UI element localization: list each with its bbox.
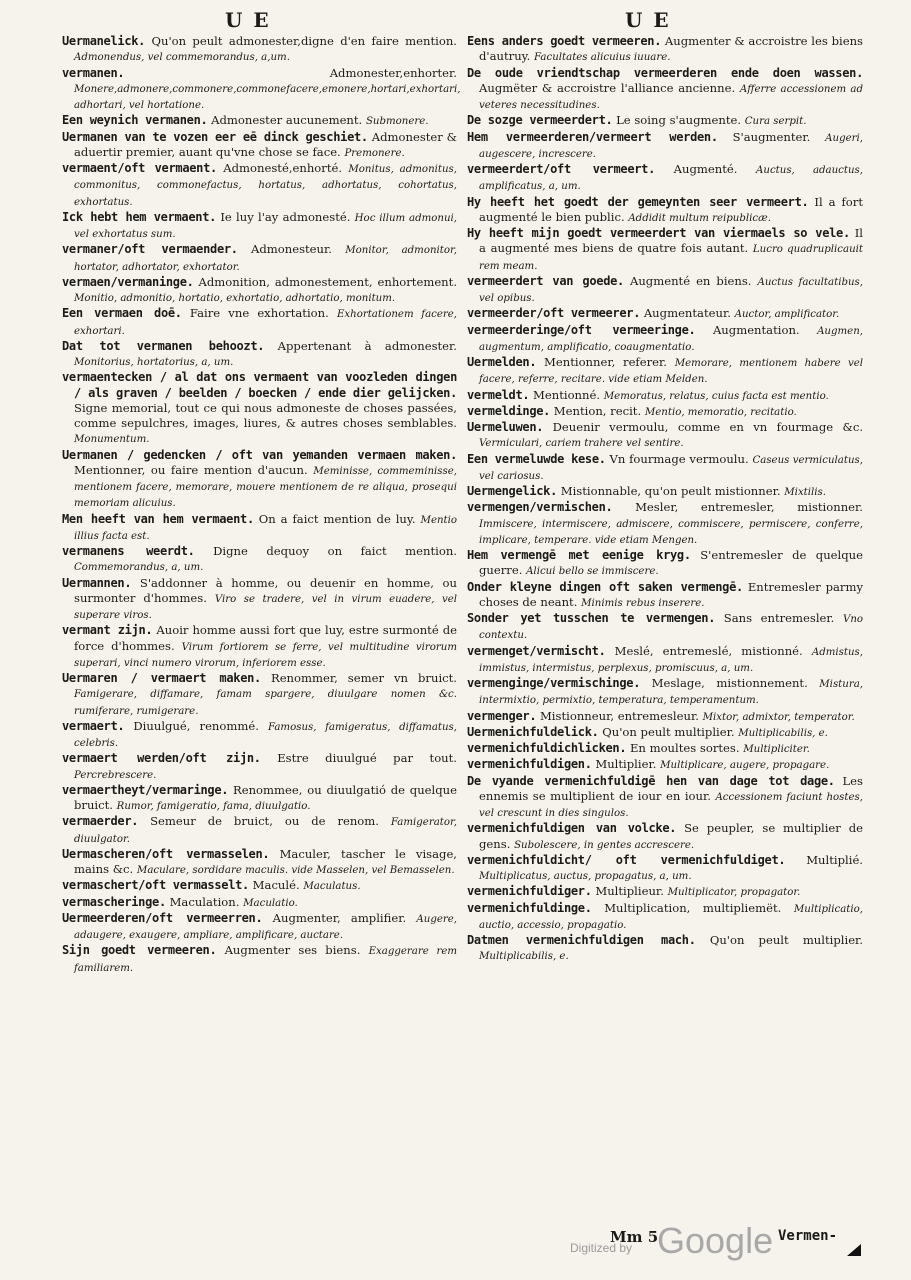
entry-headword: Sonder yet tusschen te vermengen. xyxy=(467,611,716,625)
dictionary-entry xyxy=(62,306,457,339)
entry-headword: Sijn goedt vermeeren. xyxy=(62,943,217,958)
entry-french: Admonesté,enhorté. xyxy=(223,161,343,175)
entry-french: Le soing s'augmente. xyxy=(616,113,742,128)
catchword: Vermen- xyxy=(778,1228,838,1244)
dictionary-entry xyxy=(62,339,457,371)
entry-french: Renommee, ou diuulgatió de quelque bruict. xyxy=(74,782,457,812)
entry-headword: Hem vermeerderen/vermeert werden. xyxy=(467,129,718,144)
dictionary-entry xyxy=(467,388,863,404)
running-header xyxy=(0,8,911,34)
entry-headword: vermaerder. xyxy=(62,814,139,829)
dictionary-entry xyxy=(62,242,457,275)
dictionary-entry xyxy=(62,576,457,624)
entry-french: Estre diuulgué par tout. xyxy=(277,751,457,766)
entry-french: Semeur de bruict, ou de renom. xyxy=(150,814,379,829)
dictionary-entry xyxy=(467,884,863,900)
entry-french: Mentionner, ou faire mention d'aucun. xyxy=(74,462,308,477)
entry-french: Entremesler parmy choses de neant. xyxy=(479,579,864,609)
entry-french: Admonesteur. xyxy=(250,242,332,257)
dictionary-entry xyxy=(467,420,863,452)
entry-headword: vermaert. xyxy=(62,718,125,733)
entry-latin: Cura serpit. xyxy=(744,116,807,128)
entry-headword: vermaentecken / al dat ons vermaent van voozleden dingen / als graven / beelden / boecken / ende dier gelijcken. xyxy=(62,370,457,400)
entry-latin: Multiplicabilis, e. xyxy=(738,727,828,739)
dictionary-entry xyxy=(62,65,461,114)
dictionary-entry xyxy=(467,676,863,709)
digitized-watermark: Digitized by xyxy=(570,1241,633,1255)
entry-french: Diuulgué, renommé. xyxy=(133,718,259,733)
entry-headword: vermenginge/vermischinge. xyxy=(467,676,641,690)
entry-headword: vermaschert/oft vermasselt. xyxy=(62,878,249,893)
entry-french: Augmentateur. xyxy=(643,306,731,321)
entry-french: Qu'on peult admonester,digne d'en faire mention. xyxy=(151,34,457,48)
entry-headword: Uermanen / gedencken / oft van yemanden vermaen maken. xyxy=(62,447,457,462)
entry-latin: Facultates alicuius iuuare. xyxy=(534,52,671,64)
entry-latin: Exhortationem facere, exhortari. xyxy=(74,309,458,337)
entry-latin: Multiplicare, augere, propagare. xyxy=(660,760,830,772)
entry-latin: Auctus facultatibus, vel opibus. xyxy=(479,276,863,304)
entry-headword: Uermascheren/oft vermasselen. xyxy=(62,846,270,861)
entry-latin: Maculare, sordidare maculis. vide Masselen, vel Bemasselen. xyxy=(136,865,455,876)
signature-mark: Mm 5 xyxy=(610,1228,659,1246)
entry-latin: Augmen, augmentum, amplificatio, coaugmentatio. xyxy=(479,325,864,353)
dictionary-entry xyxy=(62,783,457,815)
page-footer xyxy=(0,1220,911,1266)
entry-french: Mistionneur, entremesleur. xyxy=(539,708,699,723)
entry-headword: vermenichfuldinge. xyxy=(467,900,592,915)
entry-french: Maculation. xyxy=(169,894,240,909)
entry-latin: Percrebrescere. xyxy=(74,769,157,781)
entry-latin: Subolescere, in gentes accrescere. xyxy=(514,839,695,851)
dictionary-entry xyxy=(62,275,457,307)
entry-french: Multiplieur. xyxy=(595,884,664,899)
entry-latin: Caseus vermiculatus, vel cariosus. xyxy=(479,454,864,482)
entry-french: Meslé, entremeslé, mistionné. xyxy=(614,643,803,658)
entry-headword: vermenichfuldigen. xyxy=(467,757,592,772)
dictionary-entry xyxy=(467,821,863,853)
entry-french: Augmëter & accroistre l'alliance ancienne. xyxy=(479,80,736,95)
entry-latin: Multiplicatio, auctio, accessio, propagatio. xyxy=(479,903,863,931)
dictionary-entry xyxy=(467,484,863,500)
dictionary-entry xyxy=(62,34,457,66)
dictionary-entry xyxy=(62,544,457,576)
entry-headword: vermaent/oft vermaent. xyxy=(62,161,217,175)
header-left: U E xyxy=(225,8,271,32)
entry-headword: Hy heeft het goedt der gemeynten seer vermeert. xyxy=(467,194,809,209)
dictionary-entry xyxy=(467,757,863,773)
entry-french: Admonition, admonestement, enhortement. xyxy=(198,274,457,289)
dictionary-entry xyxy=(467,500,863,548)
dictionary-entry xyxy=(467,66,863,114)
dictionary-entry xyxy=(62,623,457,671)
entry-french: Il a augmenté mes biens de quatre fois autant. xyxy=(479,226,863,256)
entry-headword: Uermaren / vermaert maken. xyxy=(62,671,261,685)
dictionary-entry xyxy=(467,306,863,322)
entry-french: S'augmenter. xyxy=(732,129,811,144)
entry-latin: Monumentum. xyxy=(74,434,150,446)
dictionary-entry xyxy=(467,580,863,612)
entry-headword: Uermeluwen. xyxy=(467,420,544,434)
entry-latin: Augere, adaugere, exaugere, ampliare, amplificare, auctare. xyxy=(74,913,458,941)
dictionary-entry xyxy=(467,452,863,485)
entry-headword: Onder kleyne dingen oft saken vermengē. xyxy=(467,579,743,594)
dictionary-entry xyxy=(467,611,863,644)
left-column xyxy=(62,34,461,976)
entry-headword: vermaert werden/oft zijn. xyxy=(62,751,261,766)
entry-latin: Monere,admonere,commonere,commonefacere,emonere,hortari,exhortari, adhortari, vel hortatione. xyxy=(74,83,461,111)
entry-latin: Admonendus, vel commemorandus, a,um. xyxy=(74,52,290,64)
entry-headword: De oude vriendtschap vermeerderen ende doen wassen. xyxy=(467,65,863,80)
entry-french: Qu'on peult multiplier. xyxy=(602,724,735,739)
entry-french: Ie luy l'ay admonesté. xyxy=(220,209,351,224)
entry-latin: Mentio, memoratio, recitatio. xyxy=(644,406,797,418)
entry-french: Multiplier. xyxy=(595,757,657,772)
entry-headword: Dat tot vermanen behoozt. xyxy=(62,338,265,353)
entry-latin: Meminisse, commeminisse, mentionem facere, memorare, mouere mentionem de re aliqua, prosequi memoriam alicuius. xyxy=(74,465,457,510)
entry-headword: Uermengelick. xyxy=(467,484,558,498)
entry-french: Multiplication, multipliemët. xyxy=(604,900,782,915)
entry-french: Augmenté. xyxy=(673,162,738,176)
entry-latin: Rumor, famigeratio, fama, diuulgatio. xyxy=(116,801,311,812)
entry-latin: Mixtor, admixtor, temperator. xyxy=(702,711,855,723)
entry-french: Mentionner, referer. xyxy=(544,355,667,369)
entry-headword: De vyande vermenichfuldigē hen van dage tot dage. xyxy=(467,773,835,788)
entry-latin: Monitorius, hortatorius, a, um. xyxy=(74,357,234,368)
entry-french: Faire vne exhortation. xyxy=(189,306,329,321)
dictionary-entry xyxy=(62,943,457,976)
entry-latin: Memorare, mentionem habere vel facere, referre, recitare. vide etiam Melden. xyxy=(479,358,864,386)
dictionary-entry xyxy=(467,162,863,195)
entry-latin: Multiplicabilis, e. xyxy=(479,951,569,963)
dictionary-entry xyxy=(467,113,863,129)
dictionary-entry xyxy=(467,130,863,163)
entry-french: Auoir homme aussi fort que luy, estre surmonté de force d'hommes. xyxy=(74,623,457,653)
entry-latin: Commemorandus, a, um. xyxy=(74,562,204,574)
entry-headword: vermant zijn. xyxy=(62,623,153,638)
entry-french: Augmentation. xyxy=(712,322,800,337)
dictionary-entry xyxy=(467,644,863,677)
entry-headword: Uermelden. xyxy=(467,355,537,369)
entry-headword: vermenichfuldicht/ oft vermenichfuldiget. xyxy=(467,852,786,867)
entry-latin: Vermiculari, cariem trahere vel sentire. xyxy=(479,438,684,450)
dictionary-entry xyxy=(467,195,863,227)
entry-french: Appertenant à admonester. xyxy=(277,338,457,353)
entry-latin: Multiplicatus, auctus, propagatus, a, um. xyxy=(479,871,692,882)
entry-french: S'addonner à homme, ou deuenir en homme, ou surmonter d'hommes. xyxy=(74,575,457,605)
entry-latin: Augeri, augescere, increscere. xyxy=(479,132,864,160)
dictionary-entry xyxy=(467,355,863,388)
entry-latin: Exaggerare rem familiarem. xyxy=(74,946,458,974)
entry-french: Maculer, tascher le visage, mains &c. xyxy=(74,846,457,876)
entry-headword: Uermanen van te vozen eer eē dinck geschiet. xyxy=(62,129,368,144)
entry-headword: vermanen. xyxy=(62,65,125,80)
entry-headword: Eens anders goedt vermeeren. xyxy=(467,34,662,48)
entry-french: Admonester & aduertir premier, auant qu'vne chose se face. xyxy=(74,129,457,159)
entry-latin: Monitio, admonitio, hortatio, exhortatio, adhortatio, monitum. xyxy=(74,293,396,304)
entry-latin: Mentio illius facta est. xyxy=(74,514,458,542)
entry-french: Meslage, mistionnement. xyxy=(651,676,808,690)
entry-french: Admonester,enhorter. xyxy=(329,65,457,80)
dictionary-entry xyxy=(62,814,457,847)
dictionary-entry xyxy=(62,895,457,911)
entry-french: Renommer, semer vn bruict. xyxy=(270,671,457,685)
entry-french: Maculé. xyxy=(252,878,300,893)
dictionary-entry xyxy=(62,847,457,879)
entry-french: Digne dequoy on faict mention. xyxy=(213,544,457,558)
entry-latin: Admistus, immistus, intermistus, perplexus, promiscuus, a, um. xyxy=(479,646,864,674)
entry-headword: Datmen vermenichfuldigen mach. xyxy=(467,933,696,947)
entry-french: Augmenter & accroistre les biens d'autruy. xyxy=(479,34,863,64)
entry-french: Mesler, entremesler, mistionner. xyxy=(635,500,863,515)
dictionary-entry xyxy=(467,725,863,741)
entry-headword: Hy heeft mijn goedt vermeerdert van viermaels so vele. xyxy=(467,226,850,240)
entry-headword: vermeldinge. xyxy=(467,403,551,418)
entry-latin: Vno contextu. xyxy=(479,614,864,642)
corner-mark-icon xyxy=(847,1244,861,1256)
entry-latin: Submonere. xyxy=(365,116,429,128)
entry-french: Signe memorial, tout ce qui nous admoneste de choses passées, comme sepulchres, images, liures, & autres choses semblables. xyxy=(74,400,457,430)
entry-latin: Accessionem faciunt hostes, vel crescunt in dies singulos. xyxy=(479,791,864,819)
dictionary-entry xyxy=(467,853,863,885)
right-column xyxy=(467,34,863,965)
dictionary-entry xyxy=(62,113,457,129)
entry-headword: Een weynich vermanen. xyxy=(62,113,208,128)
dictionary-entry xyxy=(467,901,863,934)
entry-headword: vermenichfuldichlicken. xyxy=(467,741,627,755)
entry-french: Les ennemis se multiplient de iour en iour. xyxy=(479,773,863,803)
entry-headword: Een vermaen doē. xyxy=(62,306,182,321)
entry-latin: Famigerator, diuulgator. xyxy=(74,817,457,845)
entry-french: En moultes sortes. xyxy=(629,741,740,755)
dictionary-entry xyxy=(467,774,863,822)
entry-french: On a faict mention de luy. xyxy=(258,511,416,526)
entry-french: Mentionné. xyxy=(533,387,601,402)
entry-french: Mistionnable, qu'on peult mistionner. xyxy=(560,484,781,498)
entry-headword: De sozge vermeerdert. xyxy=(467,113,613,128)
dictionary-entry xyxy=(62,210,457,243)
entry-headword: Een vermeluwde kese. xyxy=(467,451,606,466)
entry-french: Se peupler, se multiplier de gens. xyxy=(479,821,864,851)
entry-latin: Addidit multum reipublicæ. xyxy=(628,212,771,224)
entry-latin: Mixtilis. xyxy=(784,487,827,498)
dictionary-entry xyxy=(467,34,863,66)
dictionary-entry xyxy=(467,933,863,965)
dictionary-entry xyxy=(467,404,863,420)
dictionary-entry xyxy=(62,448,457,512)
entry-french: Il a fort augmenté le bien public. xyxy=(479,194,863,224)
dictionary-entry xyxy=(62,751,457,783)
entry-french: Mention, recit. xyxy=(553,403,642,418)
entry-headword: vermeldt. xyxy=(467,387,530,402)
entry-latin: Auctus, adauctus, amplificatus, a, um. xyxy=(479,165,864,193)
entry-headword: vermeerdert van goede. xyxy=(467,273,624,288)
entry-french: Sans entremesler. xyxy=(723,611,835,625)
entry-headword: Ick hebt hem vermaent. xyxy=(62,209,217,224)
entry-latin: Viro se tradere, vel in virum euadere, vel superare viros. xyxy=(74,593,458,621)
entry-headword: vermaner/oft vermaender. xyxy=(62,242,238,257)
entry-headword: vermaertheyt/vermaringe. xyxy=(62,782,229,797)
entry-headword: vermaen/vermaninge. xyxy=(62,274,194,289)
dictionary-entry xyxy=(62,911,457,944)
dictionary-entry xyxy=(62,719,457,752)
dictionary-entry xyxy=(62,130,457,162)
dictionary-entry xyxy=(62,671,457,719)
entry-latin: Famosus, famigeratus, diffamatus, celebris. xyxy=(74,721,458,749)
dictionary-entry xyxy=(467,226,863,274)
entry-latin: Lucro quadruplicauit rem meam. xyxy=(479,244,863,272)
entry-headword: vermeerdert/oft vermeert. xyxy=(467,162,656,176)
entry-french: Augmenté en biens. xyxy=(629,273,752,288)
entry-latin: Multipliciter. xyxy=(743,744,810,755)
entry-french: Deuenir vermoulu, comme en vn fourmage &c. xyxy=(552,420,864,434)
entry-latin: Multiplicator, propagator. xyxy=(667,887,801,899)
entry-french: Admonester aucunement. xyxy=(211,113,363,128)
entry-latin: Immiscere, intermiscere, admiscere, commiscere, permiscere, conferre, implicare, temperare. vide etiam Mengen. xyxy=(479,518,863,546)
entry-headword: vermascheringe. xyxy=(62,894,166,909)
entry-french: S'entremesler de quelque guerre. xyxy=(479,548,863,578)
dictionary-entry xyxy=(62,878,457,894)
entry-headword: vermenget/vermischt. xyxy=(467,643,606,658)
entry-french: Qu'on peult multiplier. xyxy=(709,933,864,947)
entry-headword: Uermannen. xyxy=(62,575,132,590)
entry-latin: Monitor, admonitor, hortator, adhortator, exhortator. xyxy=(74,245,458,273)
entry-latin: Virum fortiorem se ferre, vel multitudine virorum superari, vinci numero virorum, inferiorem esse. xyxy=(74,641,457,669)
entry-headword: vermanens weerdt. xyxy=(62,544,195,558)
entry-headword: Uermenichfuldelick. xyxy=(467,724,599,739)
entry-headword: vermenichfuldigen van volcke. xyxy=(467,821,677,836)
entry-latin: Maculatio. xyxy=(243,897,298,909)
header-right: U E xyxy=(625,8,671,32)
entry-latin: Maculatus. xyxy=(303,881,361,893)
entry-latin: Hoc illum admonui, vel exhortatus sum. xyxy=(74,212,458,240)
entry-headword: Hem vermengē met eenige kryg. xyxy=(467,548,691,562)
entry-french: Augmenter ses biens. xyxy=(224,943,361,958)
entry-headword: vermeerderinge/oft vermeeringe. xyxy=(467,322,696,337)
entry-headword: vermeerder/oft vermeerer. xyxy=(467,306,641,321)
dictionary-entry xyxy=(62,161,457,210)
entry-headword: vermenichfuldiger. xyxy=(467,884,592,899)
entry-latin: Mistura, intermixtio, permixtio, temperatura, temperamentum. xyxy=(479,679,864,707)
dictionary-entry xyxy=(467,323,863,356)
dictionary-entry xyxy=(62,512,457,545)
entry-latin: Afferre accessionem ad veteres necessitudines. xyxy=(479,83,864,111)
entry-latin: Monitus, admonitus, commonitus, commonefactus, hortatus, adhortatus, cohortatus, exhortatus. xyxy=(74,164,458,208)
dictionary-entry xyxy=(467,274,863,307)
dictionary-entry xyxy=(62,370,457,447)
google-watermark: Google xyxy=(657,1220,774,1261)
entry-latin: Alicui bello se immiscere. xyxy=(526,566,659,578)
dictionary-entry xyxy=(467,548,863,580)
entry-headword: vermengen/vermischen. xyxy=(467,500,613,515)
entry-french: Multiplié. xyxy=(806,852,863,867)
entry-french: Augmenter, amplifier. xyxy=(272,910,407,925)
entry-french: Vn fourmage vermoulu. xyxy=(609,451,749,466)
entry-latin: Memoratus, relatus, cuius facta est mentio. xyxy=(603,390,829,402)
dictionary-entry xyxy=(467,709,863,725)
entry-latin: Premonere. xyxy=(344,147,405,159)
entry-headword: Men heeft van hem vermaent. xyxy=(62,511,254,526)
entry-headword: Uermeerderen/oft vermeerren. xyxy=(62,910,263,925)
entry-headword: Uermanelick. xyxy=(62,34,146,48)
entry-latin: Minimis rebus inserere. xyxy=(581,597,705,609)
entry-latin: Famigerare, diffamare, famam spargere, diuulgare nomen &c. rumiferare, rumigerare. xyxy=(74,689,457,717)
dictionary-entry xyxy=(467,741,863,757)
entry-headword: vermenger. xyxy=(467,708,537,723)
entry-latin: Auctor, amplificator. xyxy=(734,309,840,321)
